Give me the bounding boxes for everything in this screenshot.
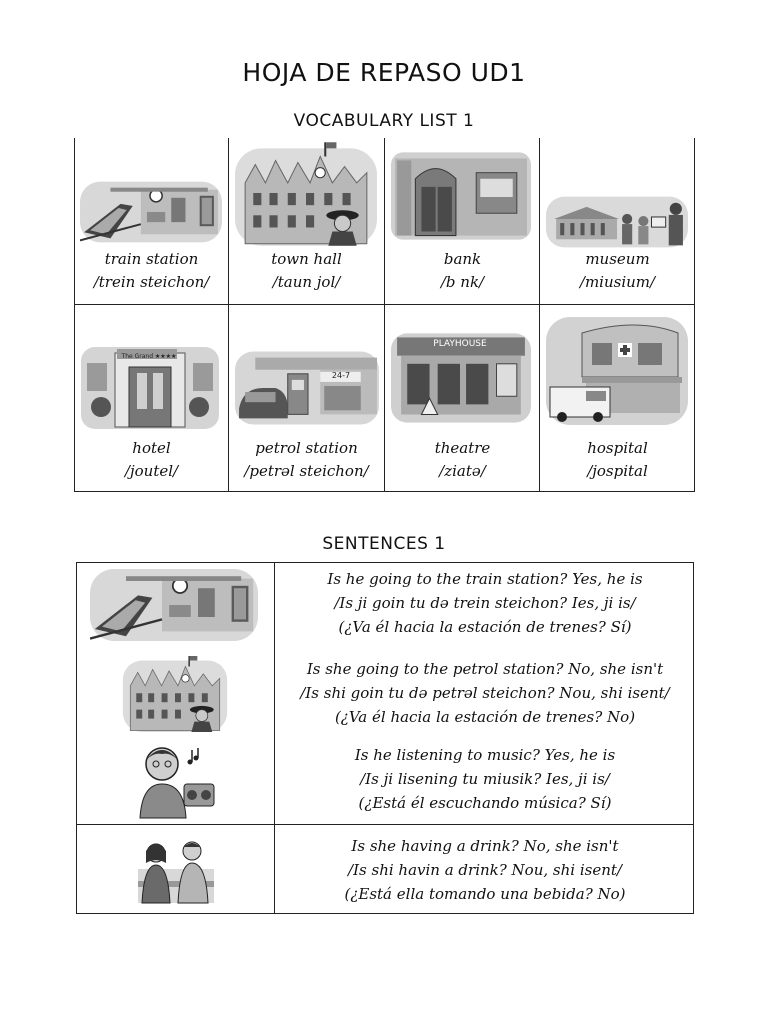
sentence-english: Is he going to the train station? Yes, he is	[327, 570, 643, 588]
sentence-row	[76, 740, 694, 824]
sentence-row	[76, 562, 694, 654]
vocab-card	[385, 138, 540, 304]
sentence-spanish: (¿Va él hacia la estación de trenes? No)	[334, 708, 636, 726]
sentence-english: Is she having a drink? No, she isn't	[351, 837, 619, 855]
town-hall-picture	[235, 142, 377, 246]
theatre-picture	[391, 333, 531, 423]
sentences-heading: SENTENCES 1	[322, 534, 446, 554]
vocab-word: train station	[104, 250, 199, 268]
vocab-word: petrol station	[255, 439, 358, 457]
vocab-phonetic: /ziatə/	[439, 462, 486, 480]
vocab-phonetic: /joutel/	[124, 462, 179, 480]
sentence-pronunciation: /Is ji lisening tu miusik? Ies, ji is/	[360, 770, 610, 788]
museum-picture	[546, 188, 688, 250]
hotel-picture	[80, 343, 220, 431]
vocab-phonetic: /jospital	[587, 462, 648, 480]
vocab-card	[540, 138, 695, 304]
theatre-sign: PLAYHOUSE	[433, 339, 487, 349]
sentence-english: Is he listening to music? Yes, he is	[354, 746, 616, 764]
sentence-row	[76, 654, 694, 740]
vocab-word: bank	[443, 250, 482, 268]
vocab-word: hotel	[132, 439, 171, 457]
vocab-card	[229, 138, 384, 304]
boy-listening-music-picture	[136, 744, 216, 824]
sentence-spanish: (¿Va él hacia la estación de trenes? Sí)	[338, 618, 632, 636]
vocab-card	[540, 305, 695, 491]
shop-sign: 24-7	[331, 371, 351, 380]
vocab-card	[74, 138, 229, 304]
vocab-phonetic: /trein steichon/	[93, 273, 210, 291]
bank-picture	[391, 152, 531, 240]
sentence-pronunciation: /Is ji goin tu də trein steichon? Ies, ji is/	[334, 594, 636, 612]
train-station-picture	[90, 566, 258, 648]
vocab-word: town hall	[271, 250, 342, 268]
vocabulary-grid	[74, 138, 695, 492]
hotel-sign: The Grand ★★★★	[121, 353, 177, 360]
train-station-picture	[80, 180, 222, 244]
grid-line	[74, 491, 695, 492]
vocab-phonetic: /petrəl steichon/	[244, 462, 369, 480]
vocab-phonetic: /miusium/	[579, 273, 656, 291]
sentence-english: Is she going to the petrol station? No, she isn't	[306, 660, 664, 678]
page-title: HOJA DE REPASO UD1	[242, 58, 526, 87]
sentences-table	[76, 562, 694, 914]
vocab-card	[385, 305, 540, 491]
vocab-word: theatre	[434, 439, 491, 457]
vocab-word: hospital	[587, 439, 648, 457]
vocabulary-heading: VOCABULARY LIST 1	[293, 111, 475, 131]
table-line	[76, 913, 694, 914]
sentence-pronunciation: /Is shi goin tu də petrəl steichon? Nou, shi isent/	[300, 684, 670, 702]
vocab-word: museum	[585, 250, 650, 268]
vocab-card	[74, 305, 229, 491]
sentence-row	[76, 825, 694, 913]
vocab-phonetic: /taun jol/	[272, 273, 341, 291]
hospital-picture	[546, 313, 688, 425]
town-hall-picture	[122, 656, 228, 736]
sentence-pronunciation: /Is shi havin a drink? Nou, shi isent/	[348, 861, 622, 879]
couple-on-bench-picture	[138, 833, 214, 913]
sentence-spanish: (¿Está él escuchando música? Sí)	[358, 794, 612, 812]
vocab-card	[229, 305, 384, 491]
sentence-spanish: (¿Está ella tomando una bebida? No)	[344, 885, 626, 903]
vocab-phonetic: /b nk/	[440, 273, 485, 291]
petrol-station-picture	[235, 351, 379, 425]
